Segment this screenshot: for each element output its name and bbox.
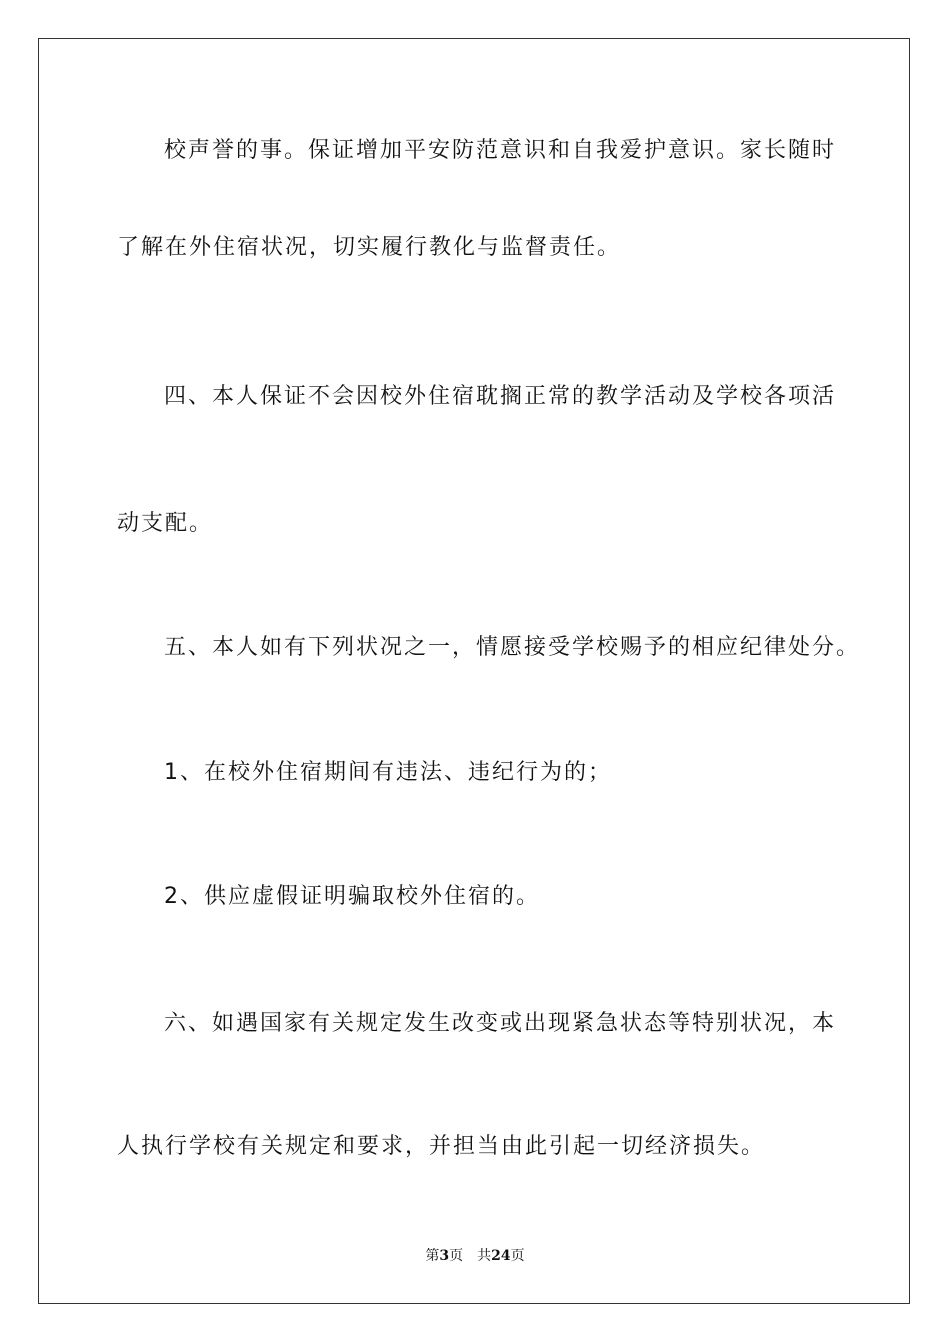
body-line-1: 校声誉的事。保证增加平安防范意识和自我爱护意识。家长随时 — [164, 138, 837, 163]
page-footer — [0, 1246, 950, 1266]
footer-total-prefix: 共 — [477, 1248, 492, 1264]
footer-page-prefix: 第 — [425, 1248, 440, 1264]
body-line-9: 人执行学校有关规定和要求，并担当由此引起一切经济损失。 — [117, 1134, 766, 1159]
page-border — [38, 38, 910, 1304]
body-line-7: 2、供应虚假证明骗取校外住宿的。 — [164, 884, 540, 909]
footer-total-suffix: 页 — [510, 1248, 525, 1264]
body-line-3: 四、本人保证不会因校外住宿耽搁正常的教学活动及学校各项活 — [164, 384, 837, 409]
body-line-6: 1、在校外住宿期间有违法、违纪行为的； — [164, 760, 612, 785]
body-line-4: 动支配。 — [117, 511, 214, 536]
footer-page-suffix: 页 — [449, 1248, 464, 1264]
body-line-8: 六、如遇国家有关规定发生改变或出现紧急状态等特别状况，本 — [164, 1011, 837, 1036]
body-line-5: 五、本人如有下列状况之一，情愿接受学校赐予的相应纪律处分。 — [164, 635, 861, 660]
body-line-2: 了解在外住宿状况，切实履行教化与监督责任。 — [117, 235, 622, 260]
footer-page-number: 3 — [439, 1248, 450, 1264]
footer-total-number: 24 — [491, 1248, 511, 1264]
